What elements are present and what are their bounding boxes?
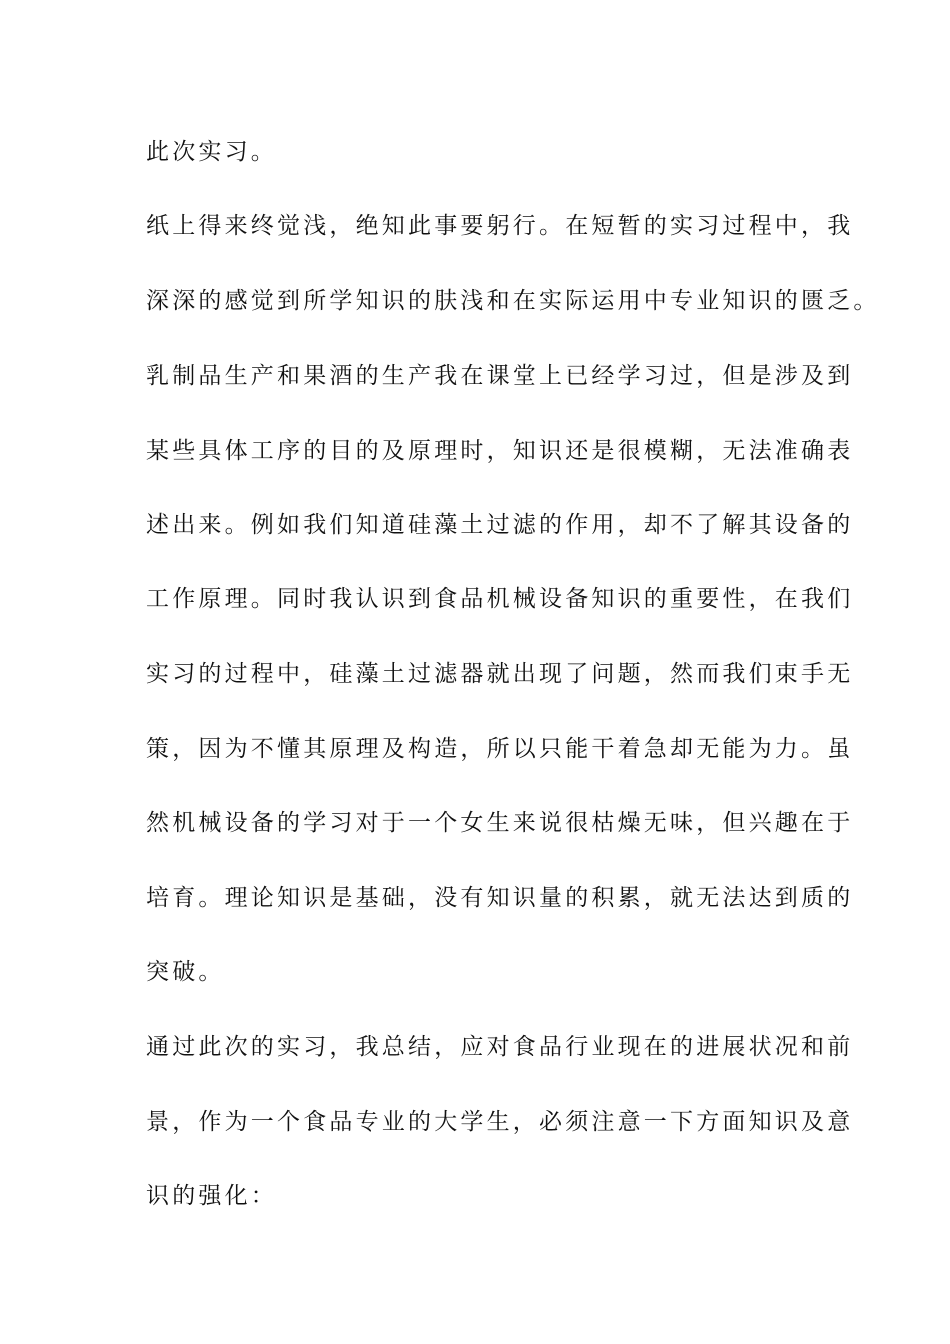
text-line: 述出来。例如我们知道硅藻土过滤的作用，却不了解其设备的 xyxy=(146,512,854,538)
text-line: 策，因为不懂其原理及构造，所以只能干着急却无能为力。虽 xyxy=(146,736,854,762)
text-line: 工作原理。同时我认识到食品机械设备知识的重要性，在我们 xyxy=(146,586,854,612)
text-line: 此次实习。 xyxy=(146,139,277,165)
text-line: 某些具体工序的目的及原理时，知识还是很模糊，无法准确表 xyxy=(146,438,854,464)
text-line: 深深的感觉到所学知识的肤浅和在实际运用中专业知识的匮乏。 xyxy=(146,288,880,314)
text-line: 然机械设备的学习对于一个女生来说很枯燥无味，但兴趣在于 xyxy=(146,810,854,836)
text-line: 识的强化： xyxy=(146,1183,277,1209)
text-line: 突破。 xyxy=(146,959,225,985)
text-line: 通过此次的实习，我总结，应对食品行业现在的进展状况和前 xyxy=(146,1034,854,1060)
text-line: 乳制品生产和果酒的生产我在课堂上已经学习过，但是涉及到 xyxy=(146,363,854,389)
text-line: 实习的过程中，硅藻土过滤器就出现了问题，然而我们束手无 xyxy=(146,661,854,687)
text-line: 培育。理论知识是基础，没有知识量的积累，就无法达到质的 xyxy=(146,885,854,911)
text-line: 纸上得来终觉浅，绝知此事要躬行。在短暂的实习过程中，我 xyxy=(146,213,854,239)
text-line: 景，作为一个食品专业的大学生，必须注意一下方面知识及意 xyxy=(146,1109,854,1135)
